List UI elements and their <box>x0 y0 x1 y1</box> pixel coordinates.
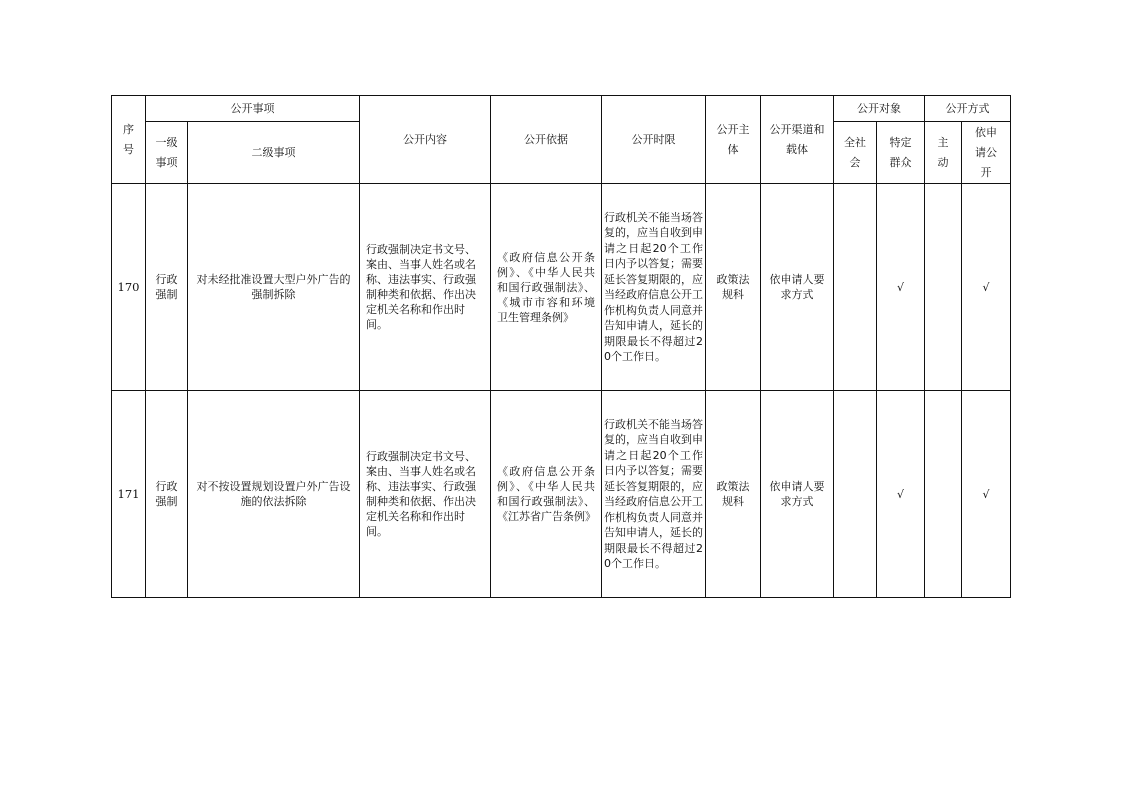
row-level2: 对未经批准设置大型户外广告的强制拆除 <box>188 184 360 391</box>
row-seq: 171 <box>112 391 146 598</box>
row-deadline: 行政机关不能当场答复的，应当自收到申请之日起20个工作日内予以答复；需要延长答复期限的，应当经政府信息公开工作机构负责人同意并告知申请人，延长的期限最长不得超过20个工作日。 <box>602 184 706 391</box>
header-audience-group: 公开对象 <box>834 96 925 122</box>
row-level2: 对不按设置规划设置户外广告设施的依法拆除 <box>188 391 360 598</box>
header-audience-specific: 特定群众 <box>877 122 925 184</box>
header-basis: 公开依据 <box>491 96 602 184</box>
row-subject: 政策法规科 <box>706 391 761 598</box>
row-seq: 170 <box>112 184 146 391</box>
row-audience-all <box>834 184 877 391</box>
header-audience-all: 全社会 <box>834 122 877 184</box>
header-method-request: 依申请公开 <box>962 122 1011 184</box>
row-method-request: √ <box>962 391 1011 598</box>
row-deadline: 行政机关不能当场答复的，应当自收到申请之日起20个工作日内予以答复；需要延长答复期限的，应当经政府信息公开工作机构负责人同意并告知申请人，延长的期限最长不得超过20个工作日。 <box>602 391 706 598</box>
disclosure-table <box>111 95 1011 598</box>
header-seq: 序号 <box>112 96 146 184</box>
header-level1: 一级事项 <box>146 122 188 184</box>
row-method-request: √ <box>962 184 1011 391</box>
row-audience-specific: √ <box>877 391 925 598</box>
row-subject: 政策法规科 <box>706 184 761 391</box>
header-subject: 公开主体 <box>706 96 761 184</box>
header-method-group: 公开方式 <box>925 96 1011 122</box>
table-row <box>112 184 1011 391</box>
header-content: 公开内容 <box>360 96 491 184</box>
row-basis: 《政府信息公开条例》、《中华人民共和国行政强制法》、《江苏省广告条例》 <box>491 391 602 598</box>
header-channel: 公开渠道和载体 <box>761 96 834 184</box>
row-level1: 行政强制 <box>146 184 188 391</box>
table-row <box>112 391 1011 598</box>
row-method-active <box>925 184 962 391</box>
row-audience-all <box>834 391 877 598</box>
row-basis: 《政府信息公开条例》、《中华人民共和国行政强制法》、《城市市容和环境卫生管理条例》 <box>491 184 602 391</box>
header-method-active: 主动 <box>925 122 962 184</box>
row-content: 行政强制决定书文号、案由、当事人姓名或名称、违法事实、行政强制种类和依据、作出决定机关名称和作出时间。 <box>360 184 491 391</box>
row-channel: 依申请人要求方式 <box>761 184 834 391</box>
row-content: 行政强制决定书文号、案由、当事人姓名或名称、违法事实、行政强制种类和依据、作出决定机关名称和作出时间。 <box>360 391 491 598</box>
header-deadline: 公开时限 <box>602 96 706 184</box>
header-item-group: 公开事项 <box>146 96 360 122</box>
row-method-active <box>925 391 962 598</box>
row-channel: 依申请人要求方式 <box>761 391 834 598</box>
header-row-1 <box>112 96 1011 122</box>
row-audience-specific: √ <box>877 184 925 391</box>
row-level1: 行政强制 <box>146 391 188 598</box>
header-level2: 二级事项 <box>188 122 360 184</box>
